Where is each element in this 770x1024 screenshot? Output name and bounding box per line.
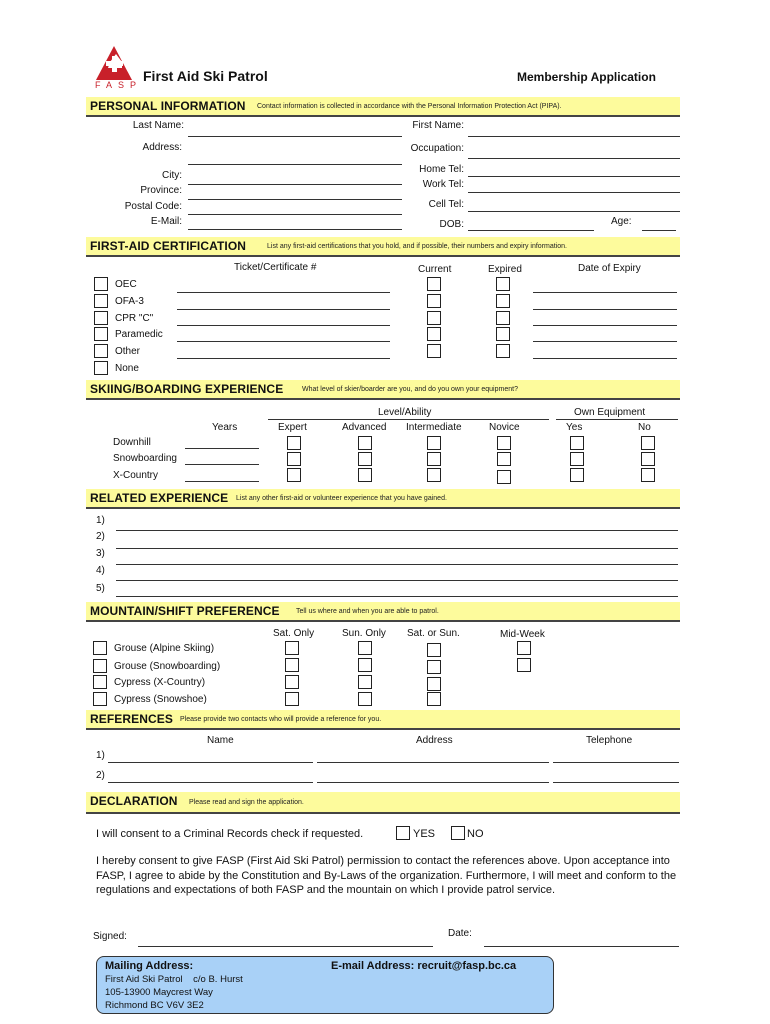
mountain-note: Tell us where and when you are able to patrol. bbox=[296, 608, 439, 615]
cypress-snowshoe-sun[interactable] bbox=[358, 692, 372, 706]
skiing-downhill-advanced[interactable] bbox=[358, 436, 372, 450]
criminal-check-yes-label: YES bbox=[413, 828, 436, 840]
postal-code-label: Postal Code: bbox=[124, 201, 182, 212]
signature-field[interactable] bbox=[138, 946, 433, 947]
skiing-xcountry-no[interactable] bbox=[641, 468, 655, 482]
date-label: Date: bbox=[448, 928, 472, 939]
personal-info-title: PERSONAL INFORMATION bbox=[90, 99, 246, 113]
col-sat-or-sun-header: Sat. or Sun. bbox=[407, 628, 460, 639]
cypress-snowshoe-satsun[interactable] bbox=[427, 692, 441, 706]
col-advanced-header: Advanced bbox=[342, 422, 387, 433]
province-field[interactable] bbox=[188, 199, 402, 200]
skiing-downhill-label: Downhill bbox=[113, 437, 151, 448]
related-item-3: 3) bbox=[96, 548, 105, 559]
related-item-2: 2) bbox=[96, 531, 105, 542]
cert-paramedic-number-field[interactable] bbox=[177, 325, 390, 326]
address-field-1[interactable] bbox=[188, 164, 402, 165]
personal-info-note: Contact information is collected in accordance with the Personal Information Protection Act (PIPA). bbox=[257, 103, 562, 110]
cert-other-current[interactable] bbox=[427, 344, 441, 358]
skiing-xcountry-yes[interactable] bbox=[570, 468, 584, 482]
skiing-note: What level of skier/boarder are you, and do you own your equipment? bbox=[302, 386, 518, 393]
signed-label: Signed: bbox=[93, 931, 127, 942]
col-sat-only-header: Sat. Only bbox=[273, 628, 315, 639]
logo-letters: FASP bbox=[95, 80, 143, 90]
cypress-snowshoe-sat[interactable] bbox=[285, 692, 299, 706]
related-line-4[interactable] bbox=[116, 580, 678, 581]
mountain-title: MOUNTAIN/SHIFT PREFERENCE bbox=[90, 604, 280, 618]
related-item-5: 5) bbox=[96, 583, 105, 594]
skiing-xcountry-intermediate[interactable] bbox=[427, 468, 441, 482]
reference-2-name[interactable] bbox=[108, 782, 313, 783]
date-field[interactable] bbox=[484, 946, 679, 947]
city-label: City: bbox=[162, 170, 182, 181]
grouse-snowboarding-satsun[interactable] bbox=[427, 660, 441, 674]
col-expiry-header: Date of Expiry bbox=[578, 263, 641, 274]
col-no-header: No bbox=[638, 422, 651, 433]
related-title: RELATED EXPERIENCE bbox=[90, 491, 229, 505]
grouse-alpine-sat[interactable] bbox=[285, 641, 299, 655]
cert-paramedic-expired[interactable] bbox=[496, 327, 510, 341]
cypress-xcountry-sun[interactable] bbox=[358, 675, 372, 689]
declaration-note: Please read and sign the application. bbox=[189, 799, 304, 806]
grouse-snowboarding-midweek[interactable] bbox=[517, 658, 531, 672]
reference-1-telephone[interactable] bbox=[553, 762, 679, 763]
skiing-downhill-intermediate[interactable] bbox=[427, 436, 441, 450]
email-field[interactable] bbox=[188, 229, 402, 230]
related-note: List any other first-aid or volunteer experience that you have gained. bbox=[236, 495, 447, 502]
col-ticket-header: Ticket/Certificate # bbox=[234, 262, 317, 273]
cypress-xcountry-satsun[interactable] bbox=[427, 677, 441, 691]
cypress-xcountry-checkbox[interactable] bbox=[93, 675, 107, 689]
skiing-title: SKIING/BOARDING EXPERIENCE bbox=[90, 382, 284, 396]
references-band bbox=[86, 710, 680, 730]
org-name: First Aid Ski Patrol bbox=[143, 68, 268, 84]
email-label: E-Mail: bbox=[150, 216, 182, 227]
work-tel-field[interactable] bbox=[468, 192, 680, 193]
grouse-snowboarding-sat[interactable] bbox=[285, 658, 299, 672]
cert-ofa3-expiry-field[interactable] bbox=[533, 292, 677, 293]
mailing-address-box bbox=[96, 956, 554, 1014]
cert-ofa3-expired[interactable] bbox=[496, 294, 510, 308]
level-ability-rule bbox=[268, 419, 549, 420]
age-label: Age: bbox=[611, 216, 632, 227]
dob-field[interactable] bbox=[468, 230, 594, 231]
col-expired-header: Expired bbox=[488, 264, 522, 275]
related-line-3[interactable] bbox=[116, 564, 678, 565]
related-line-5[interactable] bbox=[116, 596, 678, 597]
cert-other-number-field-a[interactable] bbox=[177, 341, 390, 342]
skiing-snowboarding-years[interactable] bbox=[185, 464, 259, 465]
cypress-xcountry-label: Cypress (X-Country) bbox=[114, 677, 206, 688]
related-line-2[interactable] bbox=[116, 548, 678, 549]
mailing-address-line3: Richmond BC V6V 3E2 bbox=[105, 1000, 204, 1011]
skiing-snowboarding-yes[interactable] bbox=[570, 452, 584, 466]
cert-cpr-expired[interactable] bbox=[496, 311, 510, 325]
criminal-check-yes-checkbox[interactable] bbox=[396, 826, 410, 840]
related-item-1: 1) bbox=[96, 515, 105, 526]
col-midweek-header: Mid-Week bbox=[500, 629, 545, 640]
occupation-field[interactable] bbox=[468, 158, 680, 159]
city-field[interactable] bbox=[188, 184, 402, 185]
last-name-label: Last Name: bbox=[132, 120, 184, 131]
cypress-xcountry-sat[interactable] bbox=[285, 675, 299, 689]
cert-other-checkbox[interactable] bbox=[94, 344, 108, 358]
cert-none-label: None bbox=[115, 363, 139, 374]
cypress-snowshoe-checkbox[interactable] bbox=[93, 692, 107, 706]
related-item-4: 4) bbox=[96, 565, 105, 576]
cert-paramedic-current[interactable] bbox=[427, 327, 441, 341]
level-ability-header: Level/Ability bbox=[378, 407, 432, 418]
grouse-alpine-sun[interactable] bbox=[358, 641, 372, 655]
document-title: Membership Application bbox=[517, 70, 656, 84]
declaration-body: I hereby consent to give FASP (First Aid Ski Patrol) permission to contact the references above. Upon acceptance into FASP, I agree to abide by the Constitution and By-Laws of the organization. Furthermore, I will meet and conform to the regulations and expectations of both FASP and the mountain on which I provide patrol service. bbox=[96, 855, 677, 896]
last-name-field[interactable] bbox=[188, 136, 402, 137]
reference-1-address[interactable] bbox=[317, 762, 549, 763]
col-years-header: Years bbox=[212, 422, 238, 433]
skiing-snowboarding-no[interactable] bbox=[641, 452, 655, 466]
occupation-label: Occupation: bbox=[410, 143, 464, 154]
cert-oec-current[interactable] bbox=[427, 277, 441, 291]
own-equipment-header: Own Equipment bbox=[574, 407, 646, 418]
cert-paramedic-label: Paramedic bbox=[115, 329, 163, 340]
mailing-address-line1: First Aid Ski Patrol c/o B. Hurst bbox=[105, 974, 243, 985]
cert-ofa3-checkbox[interactable] bbox=[94, 294, 108, 308]
skiing-snowboarding-label: Snowboarding bbox=[113, 453, 177, 464]
related-line-1[interactable] bbox=[116, 530, 678, 531]
first-aid-band bbox=[86, 237, 680, 257]
cert-oec-expired[interactable] bbox=[496, 277, 510, 291]
cypress-snowshoe-label: Cypress (Snowshoe) bbox=[114, 694, 207, 705]
age-field[interactable] bbox=[642, 230, 676, 231]
cert-cpr-expiry-field[interactable] bbox=[533, 309, 677, 310]
cert-other-label: Other bbox=[115, 346, 141, 357]
skiing-xcountry-years[interactable] bbox=[185, 481, 259, 482]
skiing-snowboarding-expert[interactable] bbox=[287, 452, 301, 466]
mountain-band bbox=[86, 602, 680, 622]
cert-ofa3-number-field[interactable] bbox=[177, 292, 390, 293]
references-title: REFERENCES bbox=[90, 712, 174, 726]
skiing-xcountry-label: X-Country bbox=[113, 470, 159, 481]
criminal-check-no-checkbox[interactable] bbox=[451, 826, 465, 840]
reference-item-2: 2) bbox=[96, 770, 105, 781]
declaration-band bbox=[86, 792, 680, 814]
grouse-snowboarding-checkbox[interactable] bbox=[93, 659, 107, 673]
grouse-alpine-label: Grouse (Alpine Skiing) bbox=[114, 643, 215, 654]
references-note: Please provide two contacts who will provide a reference for you. bbox=[180, 716, 382, 723]
cert-ofa3-label: OFA-3 bbox=[115, 296, 144, 307]
reference-2-address[interactable] bbox=[317, 782, 549, 783]
cell-tel-field[interactable] bbox=[468, 211, 680, 212]
declaration-title: DECLARATION bbox=[90, 794, 178, 808]
cert-oec-label: OEC bbox=[115, 279, 137, 290]
col-sun-only-header: Sun. Only bbox=[342, 628, 386, 639]
skiing-xcountry-novice[interactable] bbox=[497, 470, 511, 484]
skiing-downhill-expert[interactable] bbox=[287, 436, 301, 450]
cert-paramedic-checkbox[interactable] bbox=[94, 327, 108, 341]
postal-code-field[interactable] bbox=[188, 214, 402, 215]
email-address: E-mail Address: recruit@fasp.bc.ca bbox=[331, 960, 517, 972]
cert-none-checkbox[interactable] bbox=[94, 361, 108, 375]
col-telephone-header: Telephone bbox=[586, 735, 633, 746]
skiing-snowboarding-novice[interactable] bbox=[497, 452, 511, 466]
col-name-header: Name bbox=[207, 735, 234, 746]
work-tel-label: Work Tel: bbox=[422, 179, 464, 190]
grouse-alpine-satsun[interactable] bbox=[427, 643, 441, 657]
cert-other-expired[interactable] bbox=[496, 344, 510, 358]
criminal-check-consent: I will consent to a Criminal Records check if requested. bbox=[96, 828, 364, 840]
col-address-header: Address bbox=[416, 735, 453, 746]
grouse-alpine-midweek[interactable] bbox=[517, 641, 531, 655]
cert-other-expiry-field-b[interactable] bbox=[533, 358, 677, 359]
cell-tel-label: Cell Tel: bbox=[428, 199, 464, 210]
related-band bbox=[86, 489, 680, 509]
grouse-alpine-checkbox[interactable] bbox=[93, 641, 107, 655]
first-name-field[interactable] bbox=[468, 136, 680, 137]
grouse-snowboarding-label: Grouse (Snowboarding) bbox=[114, 661, 221, 672]
col-intermediate-header: Intermediate bbox=[406, 422, 462, 433]
first-aid-note: List any first-aid certifications that you hold, and if possible, their numbers and expiry information. bbox=[267, 243, 567, 250]
address-label: Address: bbox=[142, 142, 182, 153]
skiing-snowboarding-advanced[interactable] bbox=[358, 452, 372, 466]
skiing-downhill-no[interactable] bbox=[641, 436, 655, 450]
reference-item-1: 1) bbox=[96, 750, 105, 761]
first-aid-title: FIRST-AID CERTIFICATION bbox=[90, 239, 247, 253]
cert-cpr-current[interactable] bbox=[427, 311, 441, 325]
home-tel-field[interactable] bbox=[468, 176, 680, 177]
criminal-check-no-label: NO bbox=[467, 828, 484, 840]
skiing-downhill-novice[interactable] bbox=[497, 436, 511, 450]
cert-cpr-checkbox[interactable] bbox=[94, 311, 108, 325]
dob-label: DOB: bbox=[439, 219, 464, 230]
col-expert-header: Expert bbox=[278, 422, 307, 433]
reference-2-telephone[interactable] bbox=[553, 782, 679, 783]
skiing-xcountry-expert[interactable] bbox=[287, 468, 301, 482]
mailing-address-line2: 105-13900 Maycrest Way bbox=[105, 987, 213, 998]
col-current-header: Current bbox=[418, 264, 452, 275]
skiing-xcountry-advanced[interactable] bbox=[358, 468, 372, 482]
cert-other-expiry-field-a[interactable] bbox=[533, 341, 677, 342]
skiing-downhill-years[interactable] bbox=[185, 448, 259, 449]
province-label: Province: bbox=[140, 185, 182, 196]
col-novice-header: Novice bbox=[489, 422, 520, 433]
personal-info-band bbox=[86, 97, 680, 117]
cert-oec-checkbox[interactable] bbox=[94, 277, 108, 291]
grouse-snowboarding-sun[interactable] bbox=[358, 658, 372, 672]
reference-1-name[interactable] bbox=[108, 762, 313, 763]
cert-other-number-field-b[interactable] bbox=[177, 358, 390, 359]
cert-cpr-label: CPR "C" bbox=[115, 313, 154, 324]
cert-cpr-number-field[interactable] bbox=[177, 309, 390, 310]
skiing-snowboarding-intermediate[interactable] bbox=[427, 452, 441, 466]
skiing-downhill-yes[interactable] bbox=[570, 436, 584, 450]
skiing-band bbox=[86, 380, 680, 400]
mailing-address-title: Mailing Address: bbox=[105, 960, 194, 972]
cert-ofa3-current[interactable] bbox=[427, 294, 441, 308]
own-equipment-rule bbox=[556, 419, 678, 420]
home-tel-label: Home Tel: bbox=[419, 164, 464, 175]
first-name-label: First Name: bbox=[412, 120, 464, 131]
col-yes-header: Yes bbox=[566, 422, 583, 433]
cert-paramedic-expiry-field[interactable] bbox=[533, 325, 677, 326]
